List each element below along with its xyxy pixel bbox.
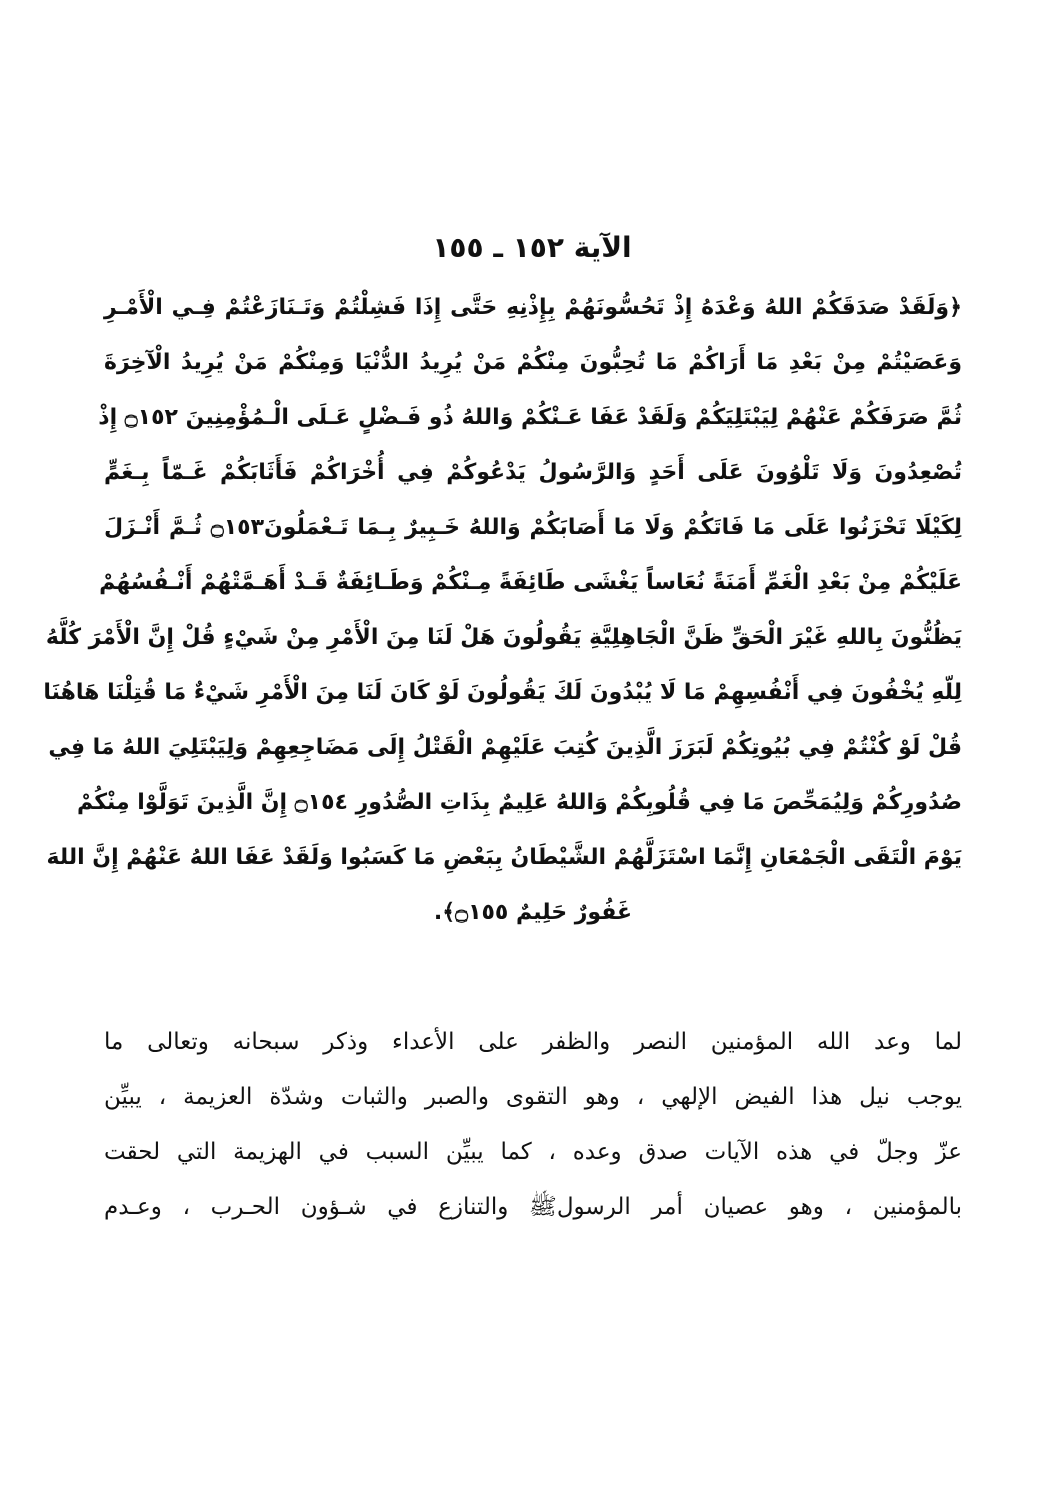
- commentary-line: يوجب نيل هذا الفيض الإلهي ، وهو التقوى والصبر والثبات وشدّة العزيمة ، يبيِّن: [104, 1084, 962, 1110]
- verse-line: صُدُورِكُمْ وَلِيُمَحِّصَ مَا فِي قُلُوبِكُمْ وَاللهُ عَلِيمٌ بِذَاتِ الصُّدُورِ ۝١٥٤ إِنَّ الَّذِينَ تَوَلَّوْا مِنْكُمْ: [76, 790, 962, 815]
- verse-line: عَلَيْكُمْ مِنْ بَعْدِ الْغَمِّ أَمَنَةً نُعَاساً يَغْشَى طَائِفَةً مِـنْكُمْ وَطَـائِفَةٌ قَـدْ أَهَـمَّتْهُمْ أَنْـفُسُهُمْ: [99, 570, 962, 595]
- verse-line: تُصْعِدُونَ وَلَا تَلْوُونَ عَلَى أَحَدٍ وَالرَّسُولُ يَدْعُوكُمْ فِي أُخْرَاكُمْ فَأَثَابَكُمْ غَـمّاً بِـغَمٍّ: [104, 460, 962, 485]
- commentary-line: بالمؤمنين ، وهو عصيان أمر الرسولﷺ والتنازع في شـؤون الحـرب ، وعـدم: [104, 1194, 962, 1220]
- verse-line: لِكَيْلَا تَحْزَنُوا عَلَى مَا فَاتَكُمْ وَلَا مَا أَصَابَكُمْ وَاللهُ خَـبِيرٌ بِـمَا تَـعْمَلُونَ۝١٥٣ ثُـمَّ أَنْـزَلَ: [104, 515, 962, 540]
- verse-line: وَعَصَيْتُمْ مِنْ بَعْدِ مَا أَرَاكُمْ مَا تُحِبُّونَ مِنْكُمْ مَنْ يُرِيدُ الدُّنْيَا وَمِنْكُمْ مَنْ يُرِيدُ الْآخِرَةَ: [104, 350, 962, 375]
- verse-line: قُلْ لَوْ كُنْتُمْ فِي بُيُوتِكُمْ لَبَرَزَ الَّذِينَ كُتِبَ عَلَيْهِمْ الْقَتْلُ إِلَى مَضَاجِعِهِمْ وَلِيَبْتَلِيَ اللهُ مَا فِي: [48, 735, 962, 760]
- verse-line: ﴿وَلَقَدْ صَدَقَكُمْ اللهُ وَعْدَهُ إِذْ تَحُسُّونَهُمْ بِإِذْنِهِ حَتَّى إِذَا فَشِلْتُمْ وَتَـنَازَعْتُمْ فِـي الْأَمْـرِ: [104, 295, 962, 320]
- verse-range-heading: الآية ١٥٢ ـ ١٥٥: [432, 231, 632, 264]
- commentary-line: لما وعد الله المؤمنين النصر والظفر على الأعداء وذكر سبحانه وتعالى ما: [104, 1029, 962, 1055]
- verse-line: لِلّهِ يُخْفُونَ فِي أَنْفُسِهِمْ مَا لَا يُبْدُونَ لَكَ يَقُولُونَ لَوْ كَانَ لَنَا مِنَ الْأَمْرِ شَيْءٌ مَا قُتِلْنَا هَاهُنَا: [43, 680, 962, 705]
- commentary-line: عزّ وجلّ في هذه الآيات صدق وعده ، كما يبيِّن السبب في الهزيمة التي لحقت: [104, 1139, 962, 1165]
- commentary-paragraph: [104, 1015, 962, 1235]
- verse-line-final: غَفُورٌ حَلِيمٌ ۝١٥٥﴾.: [433, 900, 633, 925]
- verse-line: يَوْمَ الْتَقَى الْجَمْعَانِ إِنَّمَا اسْتَزَلَّهُمْ الشَّيْطَانُ بِبَعْضِ مَا كَسَبُوا وَلَقَدْ عَفَا اللهُ عَنْهُمْ إِنَّ اللهَ: [46, 845, 962, 870]
- verse-line: يَظُنُّونَ بِاللهِ غَيْرَ الْحَقِّ ظَنَّ الْجَاهِلِيَّةِ يَقُولُونَ هَلْ لَنَا مِنَ الْأَمْرِ مِنْ شَيْءٍ قُلْ إِنَّ الْأَمْرَ كُلَّهُ: [45, 625, 962, 650]
- quran-verse-block: [43, 280, 962, 940]
- verse-line: ثُمَّ صَرَفَكُمْ عَنْهُمْ لِيَبْتَلِيَكُمْ وَلَقَدْ عَفَا عَـنْكُمْ وَاللهُ ذُو فَـضْلٍ عَـلَى الْـمُؤْمِنِينَ ۝١٥٢ إِذْ: [98, 405, 962, 430]
